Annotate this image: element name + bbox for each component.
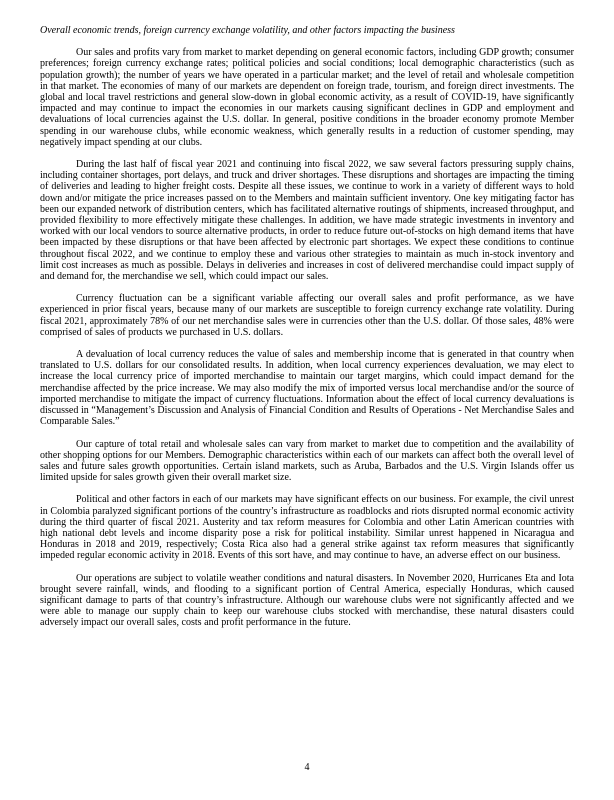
paragraph-economic-factors: Our sales and profits vary from market to market depending on general economic factors, including GDP growth; consumer preferences; foreign currency exchange rates; political policies and social conditions; local demographic characteristics (such as population growth); the number of years we have operated in a particular market; and the level of retail and wholesale competition in that market. The economies of many of our markets are dependent on foreign trade, tourism, and foreign direct investments. The global and local travel restrictions and general slow-down in global economic activity, as a result of COVID-19, have significantly impacted and may continue to impact the economies in our markets causing significant declines in GDP and employment and devaluations of local currencies against the U.S. dollar. In general, positive conditions in the broader economy promote Member spending in our warehouse clubs, while economic weakness, which generally results in a reduction of customer spending, may negatively impact spending at our clubs. <box>40 47 574 148</box>
paragraph-weather-disasters: Our operations are subject to volatile weather conditions and natural disasters. In November 2020, Hurricanes Eta and Iota brought severe rainfall, winds, and flooding to a significant portion of Central America, especially Honduras, which caused significant damage to parts of that country’s infrastructure. Although our warehouse clubs were not significantly affected and we were able to manage our supply chain to keep our warehouse clubs stocked with merchandise, these natural disasters could adversely impact our overall sales, costs and profit performance in the future. <box>40 572 574 629</box>
paragraph-political-factors: Political and other factors in each of our markets may have significant effects on our business. For example, the civil unrest in Colombia paralyzed significant portions of the country’s infrastructure as roadblocks and riots disrupted normal economic activity during the third quarter of fiscal 2021. Austerity and tax reform measures for Colombia and other Latin American countries with high national debt levels and income disparity pose a risk for political instability. Similar unrest happened in Nicaragua and Honduras in 2018 and 2019, respectively; Costa Rica also had a general strike against tax reform measures that significantly impeded regular economic activity in 2018. Events of this sort have, and may continue to have, an adverse effect on our business. <box>40 494 574 562</box>
paragraph-devaluation: A devaluation of local currency reduces the value of sales and membership income that is generated in that country when translated to U.S. dollars for our consolidated results. In addition, when local currency experiences devaluation, we may elect to increase the local currency price of imported merchandise to maintain our target margins, which could impact demand for the merchandise affected by the price increase. We may also modify the mix of imported versus local merchandise and/or the source of imported merchandise to mitigate the impact of currency fluctuations. Information about the effect of local currency devaluations is discussed in “Management’s Discussion and Analysis of Financial Condition and Results of Operations - Net Merchandise Sales and Comparable Sales.” <box>40 349 574 428</box>
paragraph-currency-fluctuation: Currency fluctuation can be a significant variable affecting our overall sales and profit performance, as we have experienced in prior fiscal years, because many of our markets are susceptible to foreign currency exchange rate volatility. During fiscal 2021, approximately 78% of our net merchandise sales were in currencies other than the U.S. dollar. Of those sales, 48% were comprised of sales of products we purchased in U.S. dollars. <box>40 293 574 338</box>
page-number: 4 <box>304 762 310 773</box>
section-heading: Overall economic trends, foreign currency exchange volatility, and other factors impacting the business <box>40 25 455 36</box>
paragraph-supply-chain: During the last half of fiscal year 2021 and continuing into fiscal 2022, we saw several factors pressuring supply chains, including container shortages, port delays, and truck and driver shortages. These disruptions and shortages are impacting the timing of deliveries and leading to higher freight costs. Despite all these issues, we continue to work in a variety of different ways to hold down and/or mitigate the price increases passed on to the Members and maintain sufficient inventory. One key mitigating factor has been our expanded network of distribution centers, which has facilitated alternative routings of shipments, increased throughput, and provided flexibility to more effectively mitigate these challenges. In addition, we have made strategic investments in inventory and worked with our local vendors to source alternative products, in order to reduce future out-of-stocks on high demand items that have been impacted by these disruptions or that have been affected by electronic part shortages. We expect these conditions to continue throughout fiscal 2022, and we continue to employ these and various other strategies to maintain as much in-stock inventory and limit cost increases as much as possible. Delays in deliveries and increases in cost of delivered merchandise could impact supply of and demand for, the merchandise we sell, which could impact our sales. <box>40 159 574 283</box>
paragraph-market-capture: Our capture of total retail and wholesale sales can vary from market to market due to competition and the availability of other shopping options for our Members. Demographic characteristics within each of our markets can affect both the overall level of sales and future sales growth opportunities. Certain island markets, such as Aruba, Barbados and the U.S. Virgin Islands offer us limited upside for sales growth given their overall market size. <box>40 438 574 484</box>
